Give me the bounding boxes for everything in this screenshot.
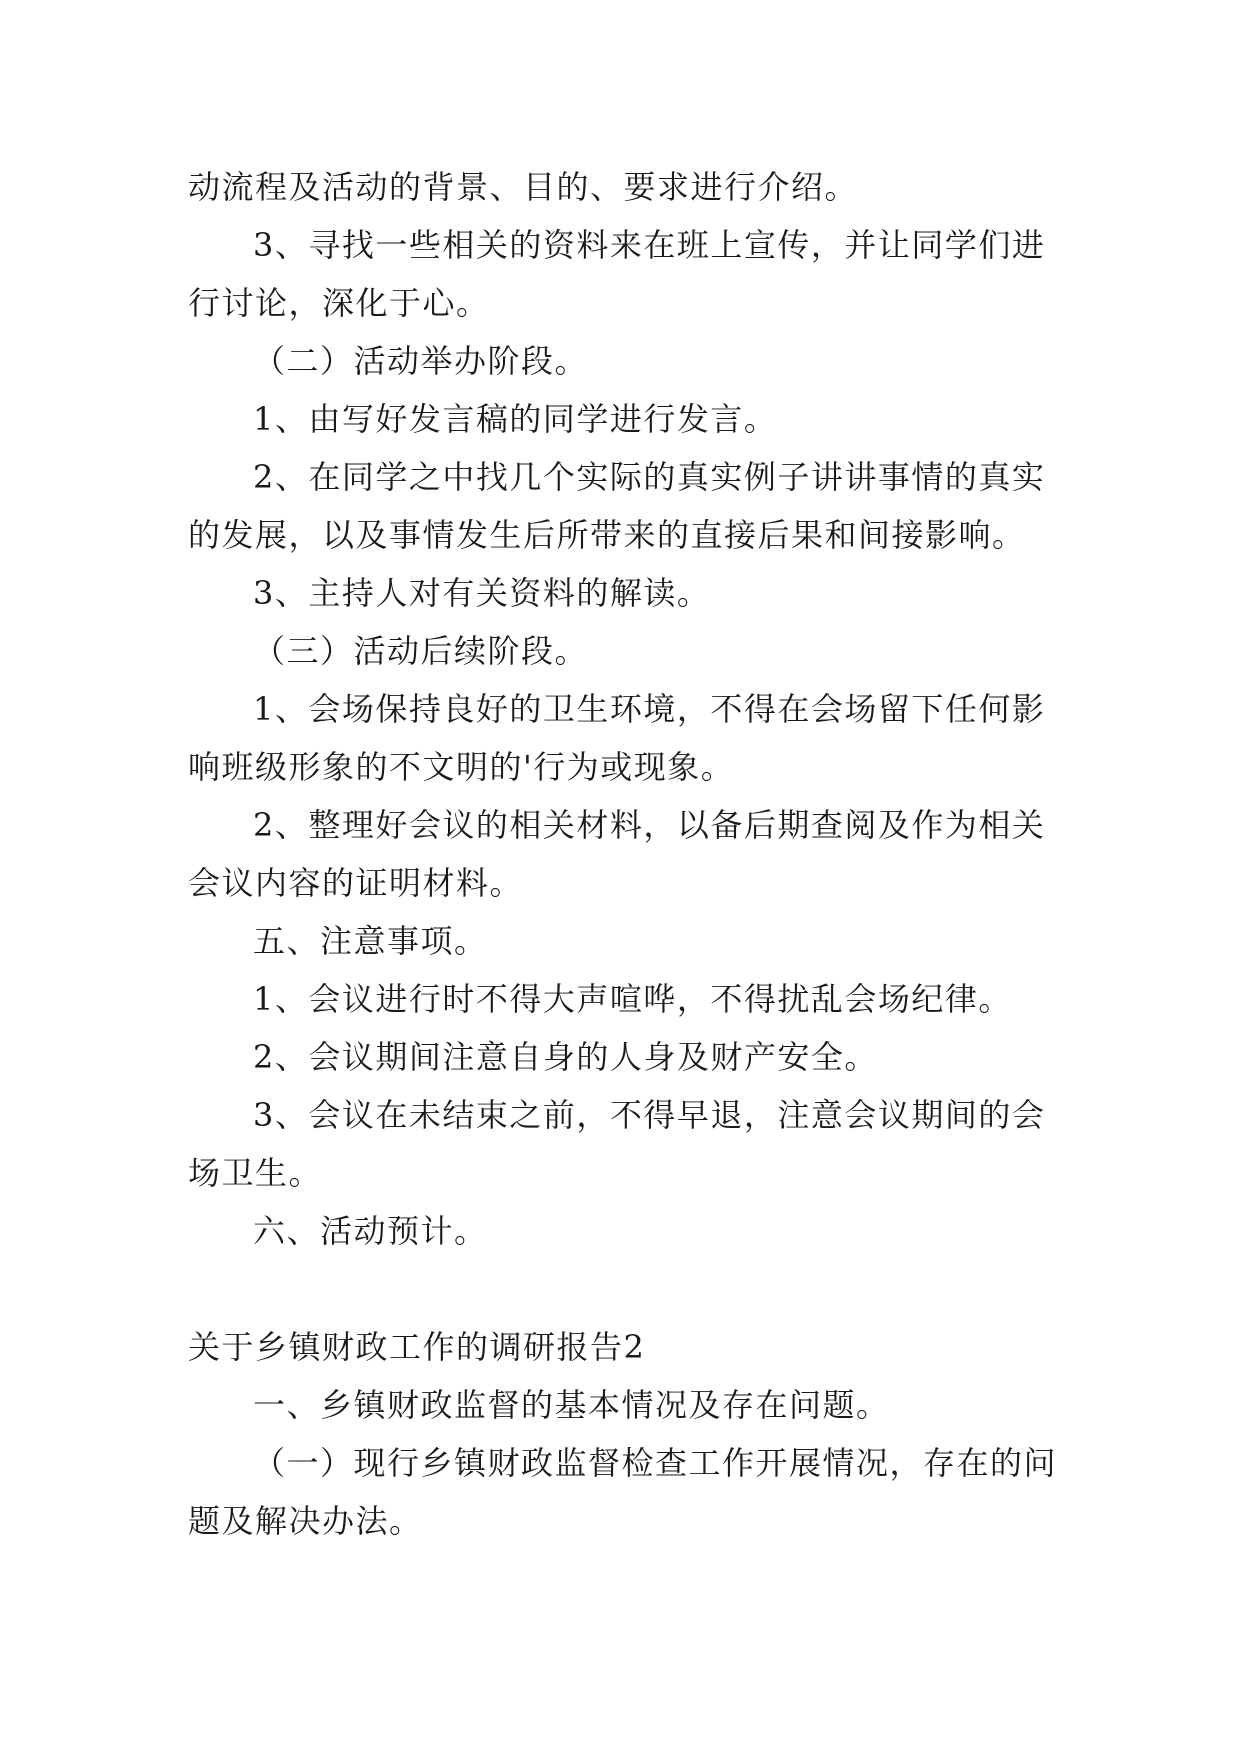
text-line: 会议内容的证明材料。 <box>188 864 524 902</box>
text-line: 1、会场保持良好的卫生环境，不得在会场留下任何影 <box>253 690 1046 728</box>
text-line: 行讨论，深化于心。 <box>188 284 490 322</box>
text-line: 3、会议在未结束之前，不得早退，注意会议期间的会 <box>253 1096 1046 1134</box>
text-line: 2、整理好会议的相关材料，以备后期查阅及作为相关 <box>253 806 1046 844</box>
text-line: 3、主持人对有关资料的解读。 <box>253 574 711 612</box>
text-line: 2、会议期间注意自身的人身及财产安全。 <box>253 1038 878 1076</box>
text-line: 2、在同学之中找几个实际的真实例子讲讲事情的真实 <box>253 458 1046 496</box>
text-line: 场卫生。 <box>188 1154 323 1192</box>
document-title: 关于乡镇财政工作的调研报告2 <box>188 1328 646 1366</box>
text-line: 1、会议进行时不得大声喧哗，不得扰乱会场纪律。 <box>253 980 1012 1018</box>
section-heading: 五、注意事项。 <box>253 922 488 960</box>
document-body <box>188 158 1058 1550</box>
section-heading: 六、活动预计。 <box>253 1212 488 1250</box>
section-heading: 一、乡镇财政监督的基本情况及存在问题。 <box>253 1386 890 1424</box>
section-heading: （三）活动后续阶段。 <box>253 632 589 670</box>
text-line: 题及解决办法。 <box>188 1502 423 1540</box>
section-heading: （二）活动举办阶段。 <box>253 342 589 380</box>
paragraph-gap <box>188 1260 1053 1318</box>
text-line: 动流程及活动的背景、目的、要求进行介绍。 <box>188 168 859 206</box>
text-line: 3、寻找一些相关的资料来在班上宣传，并让同学们进 <box>253 226 1046 264</box>
text-line: 响班级形象的不文明的'行为或现象。 <box>188 748 735 786</box>
subsection-heading: （一）现行乡镇财政监督检查工作开展情况，存在的问 <box>253 1444 1058 1482</box>
text-line: 的发展，以及事情发生后所带来的直接后果和间接影响。 <box>188 516 1026 554</box>
text-line: 1、由写好发言稿的同学进行发言。 <box>253 400 778 438</box>
